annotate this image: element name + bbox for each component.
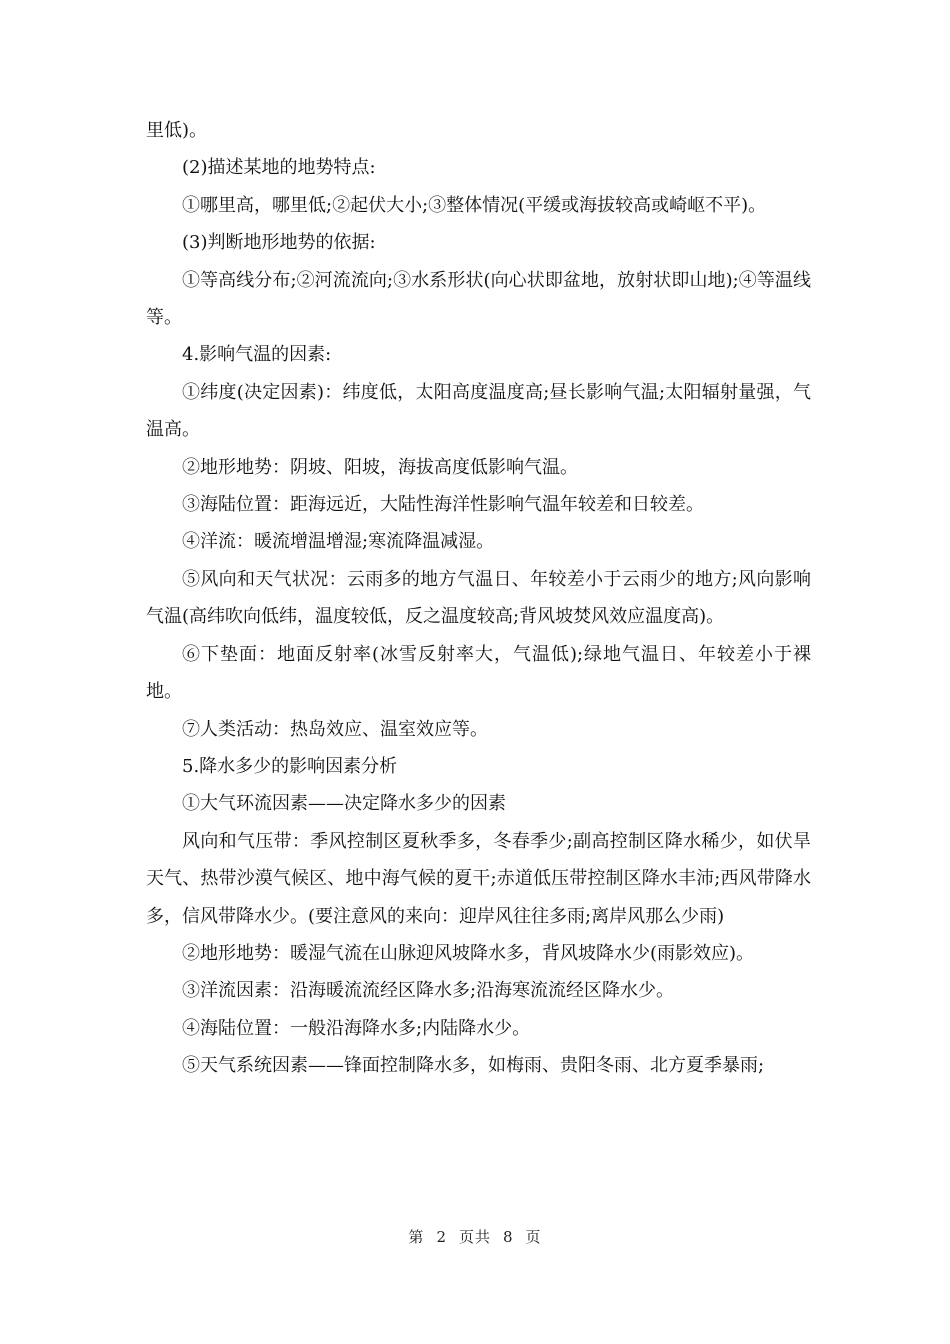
- paragraph: ④海陆位置：一般沿海降水多;内陆降水少。: [182, 1017, 531, 1039]
- paragraph: ①等高线分布;②河流流向;③水系形状(向心状即盆地，放射状即山地);④等温线等。: [146, 269, 811, 329]
- section-heading: 4.影响气温的因素:: [182, 344, 332, 366]
- footer-current-page: 2: [436, 1228, 447, 1246]
- paragraph: ①纬度(决定因素)：纬度低，太阳高度温度高;昼长影响气温;太阳辐射量强，气温高。: [146, 381, 811, 441]
- paragraph: ②地形地势：暖湿气流在山脉迎风坡降水多，背风坡降水少(雨影效应)。: [182, 942, 755, 964]
- paragraph: ③海陆位置：距海远近，大陆性海洋性影响气温年较差和日较差。: [182, 494, 704, 516]
- paragraph: ①哪里高，哪里低;②起伏大小;③整体情况(平缓或海拔较高或崎岖不平)。: [182, 194, 767, 216]
- paragraph: (3)判断地形地势的依据:: [182, 232, 376, 254]
- paragraph: ④洋流：暖流增温增湿;寒流降温减湿。: [182, 531, 495, 553]
- paragraph: ③洋流因素：沿海暖流流经区降水多;沿海寒流流经区降水少。: [182, 980, 675, 1002]
- document-body: [146, 112, 811, 1085]
- footer-prefix: 第: [408, 1228, 425, 1246]
- paragraph: ⑥下垫面：地面反射率(冰雪反射率大，气温低);绿地气温日、年较差小于裸地。: [146, 643, 811, 703]
- paragraph: ⑦人类活动：热岛效应、温室效应等。: [182, 718, 488, 740]
- footer-total-pages: 8: [503, 1228, 514, 1246]
- footer-middle: 页共: [458, 1228, 491, 1246]
- paragraph: (2)描述某地的地势特点:: [182, 157, 376, 179]
- paragraph: 里低)。: [146, 120, 208, 141]
- paragraph: ⑤风向和天气状况：云雨多的地方气温日、年较差小于云雨少的地方;风向影响气温(高纬吹向低纬，温度较低，反之温度较高;背风坡焚风效应温度高)。: [146, 568, 811, 628]
- section-heading: 5.降水多少的影响因素分析: [182, 755, 398, 777]
- page-footer: [0, 1226, 950, 1247]
- paragraph: ①大气环流因素——决定降水多少的因素: [182, 793, 506, 815]
- footer-suffix: 页: [525, 1228, 542, 1246]
- paragraph: ⑤天气系统因素——锋面控制降水多，如梅雨、贵阳冬雨、北方夏季暴雨;: [182, 1055, 765, 1077]
- paragraph: 风向和气压带：季风控制区夏秋季多，冬春季少;副高控制区降水稀少，如伏旱天气、热带沙漠气候区、地中海气候的夏干;赤道低压带控制区降水丰沛;西风带降水多，信风带降水少。(要注意风的来向：迎岸风往往多雨;离岸风那么少雨): [146, 830, 811, 927]
- paragraph: ②地形地势：阴坡、阳坡，海拔高度低影响气温。: [182, 456, 578, 478]
